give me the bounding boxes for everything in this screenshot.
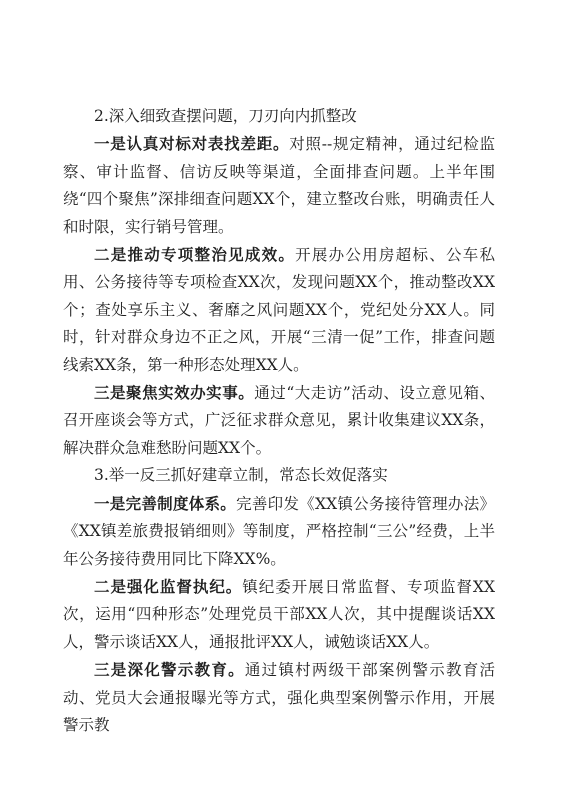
paragraph-text: 对照--规定精神，通过纪检监察、审计监督、信访反映等渠道，全面排查问题。上半年围绕“四个聚焦”深排细查问题XX个，建立整改台账，明确责任人和时限，实行销号管理。 (63, 135, 495, 236)
paragraph (63, 490, 495, 573)
paragraph-lead: 三是聚焦实效办实事。 (94, 383, 255, 403)
paragraph-lead: 一是完善制度体系。 (94, 493, 237, 513)
paragraph-lead: 二是推动专项整治见成效。 (94, 245, 296, 265)
paragraph (63, 130, 495, 241)
paragraph-text: 通过镇村两级干部案例警示教育活动、党员大会通报曝光等方式，强化典型案例警示作用，开展警示教 (63, 661, 495, 734)
paragraph (63, 573, 495, 656)
paragraph-lead: 二是强化监督执纪。 (94, 576, 243, 596)
paragraph-text: 完善印发《XX镇公务接待管理办法》《XX镇差旅费报销细则》等制度，严格控制“三公”经费，上半年公务接待费用同比下降XX%。 (63, 494, 495, 568)
paragraph (63, 379, 495, 462)
section-heading: 2.深入细致查摆问题，刀刃向内抓整改 (94, 107, 357, 125)
paragraph-lead: 一是认真对标对表找差距。 (94, 134, 290, 154)
paragraph (63, 241, 495, 379)
paragraph-lead: 三是深化警示教育。 (94, 660, 245, 680)
section-heading: 3.举一反三抓好建章立制，常态长效促落实 (94, 466, 388, 485)
paragraph-text: 通过“大走访”活动、设立意见箱、召开座谈会等方式，广泛征求群众意见，累计收集建议XX条，解决群众急难愁盼问题XX个。 (63, 384, 495, 457)
paragraph-text: 开展办公用房超标、公车私用、公务接待等专项检查XX次，发现问题XX个，推动整改XX个；查处享乐主义、奢靡之风问题XX个，党纪处分XX人。同时，针对群众身边不正之风，开展“三清一促”工作，排查问题线索XX条，第一种形态处理XX人。 (63, 246, 495, 374)
document-body (63, 103, 495, 739)
paragraph (63, 656, 495, 739)
paragraph-text: 镇纪委开展日常监督、专项监督XX次，运用“四种形态”处理党员干部XX人次，其中提醒谈话XX人，警示谈话XX人，通报批评XX人，诫勉谈话XX人。 (63, 577, 495, 651)
